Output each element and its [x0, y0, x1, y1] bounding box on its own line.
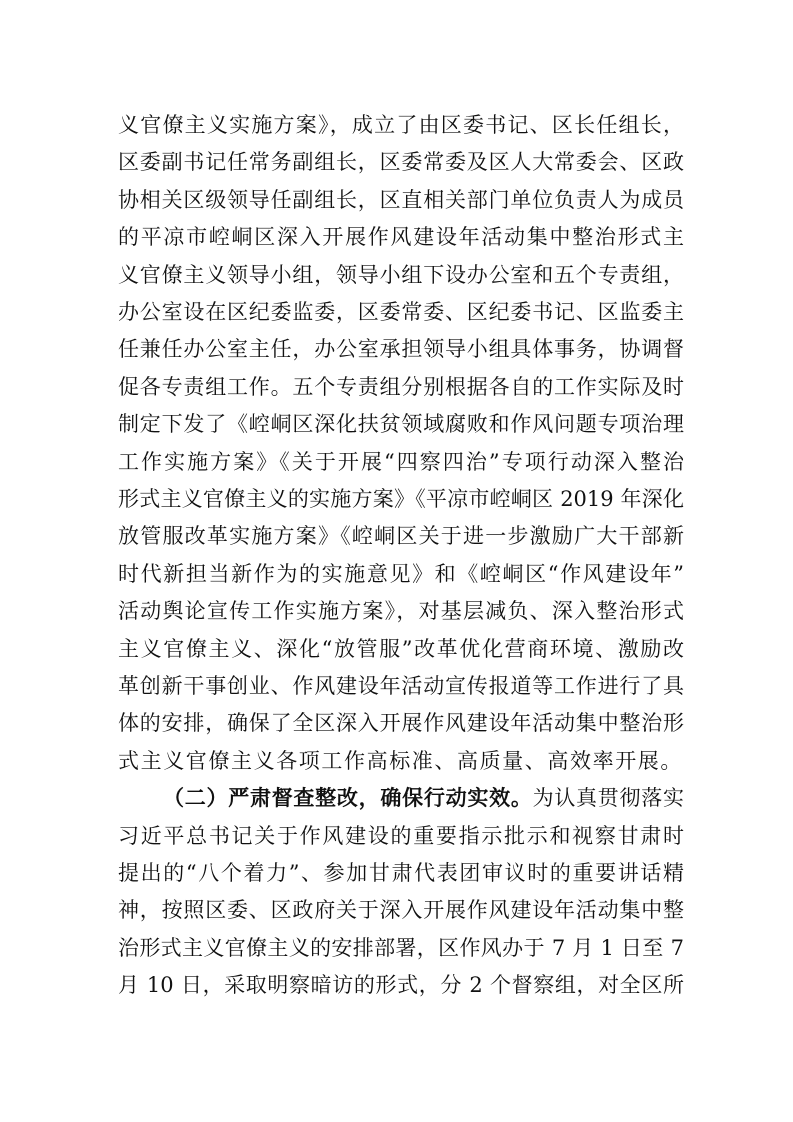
text-line: 式主义官僚主义各项工作高标准、高质量、高效率开展。 [118, 748, 683, 773]
section-heading: （二）严肃督查整改，确保行动实效。 [163, 785, 533, 811]
text-line: 的平凉市崆峒区深入开展作风建设年活动集中整治形式主 [118, 225, 684, 250]
text-line: 习近平总书记关于作风建设的重要指示批示和视察甘肃时 [118, 823, 684, 848]
text-line: 时代新担当新作为的实施意见》和《崆峒区“作风建设年” [118, 561, 684, 586]
text-line: 任兼任办公室主任，办公室承担领导小组具体事务，协调督 [118, 337, 684, 362]
text-line: 主义官僚主义、深化“放管服”改革优化营商环境、激励改 [118, 636, 684, 661]
text-line: 月 10 日，采取明察暗访的形式，分 2 个督察组，对全区所 [118, 973, 684, 998]
text-line: 办公室设在区纪委监委，区委常委、区纪委书记、区监委主 [118, 300, 684, 324]
text-line: 协相关区级领导任副组长，区直相关部门单位负责人为成员 [118, 187, 684, 212]
text-line: 活动舆论宣传工作实施方案》，对基层减负、深入整治形式 [118, 599, 684, 624]
text-line: 区委副书记任常务副组长，区委常委及区人大常委会、区政 [118, 150, 684, 175]
text-line: 促各专责组工作。五个专责组分别根据各自的工作实际及时 [118, 374, 684, 399]
text-line: 制定下发了《崆峒区深化扶贫领域腐败和作风问题专项治理 [118, 412, 684, 437]
text-line: 提出的“八个着力”、参加甘肃代表团审议时的重要讲话精 [118, 861, 684, 885]
text-line: 放管服改革实施方案》《崆峒区关于进一步激励广大干部新 [118, 524, 684, 549]
text-line: 义官僚主义领导小组，领导小组下设办公室和五个专责组， [118, 262, 684, 287]
body-text: 为认真贯彻落实 [532, 786, 685, 811]
text-line: 形式主义官僚主义的实施方案》《平凉市崆峒区 2019 年深化 [118, 487, 684, 511]
text-line: 神，按照区委、区政府关于深入开展作风建设年活动集中整 [118, 898, 684, 923]
text-line: 体的安排，确保了全区深入开展作风建设年活动集中整治形 [118, 711, 684, 736]
text-line: 革创新干事创业、作风建设年活动宣传报道等工作进行了具 [118, 674, 684, 698]
paragraph-2-first-line [163, 783, 684, 813]
text-line: 义官僚主义实施方案》，成立了由区委书记、区长任组长， [118, 113, 684, 137]
text-line: 工作实施方案》《关于开展“四察四治”专项行动深入整治 [118, 449, 684, 474]
text-line: 治形式主义官僚主义的安排部署，区作风办于 7 月 1 日至 7 [118, 935, 684, 960]
